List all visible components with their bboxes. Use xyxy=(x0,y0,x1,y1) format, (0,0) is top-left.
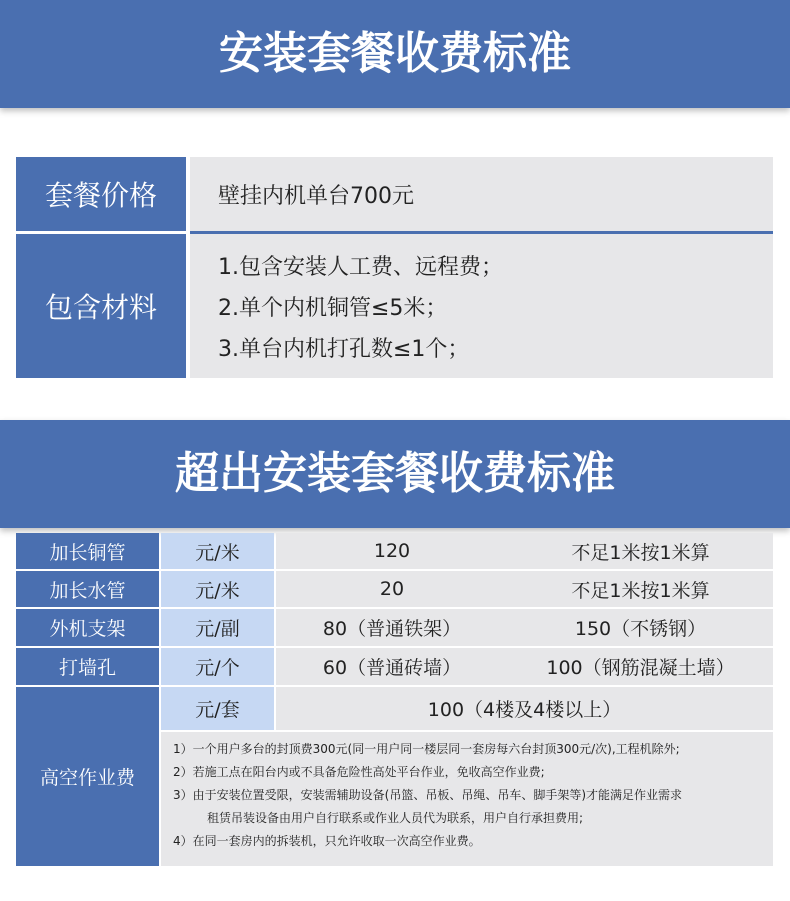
section-title-banner xyxy=(0,420,790,528)
package-include-list xyxy=(190,234,773,378)
package-price-value xyxy=(190,157,773,231)
list-item: 2.单个内机铜管≤5米； xyxy=(218,296,448,321)
fee-item-label: 打墙孔 xyxy=(16,648,159,685)
fee-unit: 元/个 xyxy=(161,648,274,685)
note-item: 2）若施工点在阳台内或不具备危险性高处平台作业，免收高空作业费; xyxy=(173,765,545,779)
note-item: 1）一个用户多台的封顶费300元(同一用户同一楼层同一套房每六台封顶300元/次),工程机除外; xyxy=(173,742,680,756)
high-altitude-notes xyxy=(161,732,773,866)
fee-unit: 元/米 xyxy=(161,571,274,607)
fee-price: 20 xyxy=(276,571,508,607)
fee-item-label: 高空作业费 xyxy=(16,687,159,866)
fee-price: 100（4楼及4楼以上） xyxy=(276,687,773,730)
fee-price: 120 xyxy=(276,533,508,569)
fee-unit: 元/米 xyxy=(161,533,274,569)
fee-price: 60（普通砖墙） xyxy=(276,648,508,685)
fee-price: 80（普通铁架） xyxy=(276,609,508,646)
section-title: 超出安装套餐收费标准 xyxy=(175,448,615,499)
page-title: 安装套餐收费标准 xyxy=(219,28,571,79)
fee-unit: 元/副 xyxy=(161,609,274,646)
list-item: 1.包含安装人工费、远程费； xyxy=(218,255,503,280)
fee-unit: 元/套 xyxy=(161,687,274,730)
note-item: 3）由于安装位置受限，安装需辅助设备(吊篮、吊板、吊绳、吊车、脚手架等)才能满足作业需求 xyxy=(173,788,683,802)
fee-note: 150（不锈钢） xyxy=(508,609,773,646)
fee-note: 100（钢筋混凝土墙） xyxy=(508,648,773,685)
package-price-label: 套餐价格 xyxy=(16,157,186,231)
fee-note: 不足1米按1米算 xyxy=(508,533,773,569)
package-include-label: 包含材料 xyxy=(16,234,186,378)
package-price-text: 壁挂内机单台700元 xyxy=(218,183,414,209)
note-item: 租赁吊装设备由用户自行联系或作业人员代为联系，用户自行承担费用; xyxy=(207,811,584,825)
fee-note: 不足1米按1米算 xyxy=(508,571,773,607)
fee-item-label: 加长水管 xyxy=(16,571,159,607)
list-item: 3.单台内机打孔数≤1个； xyxy=(218,337,470,362)
fee-item-label: 加长铜管 xyxy=(16,533,159,569)
page-title-banner xyxy=(0,0,790,108)
note-item: 4）在同一套房内的拆装机，只允许收取一次高空作业费。 xyxy=(173,834,481,848)
fee-item-label: 外机支架 xyxy=(16,609,159,646)
